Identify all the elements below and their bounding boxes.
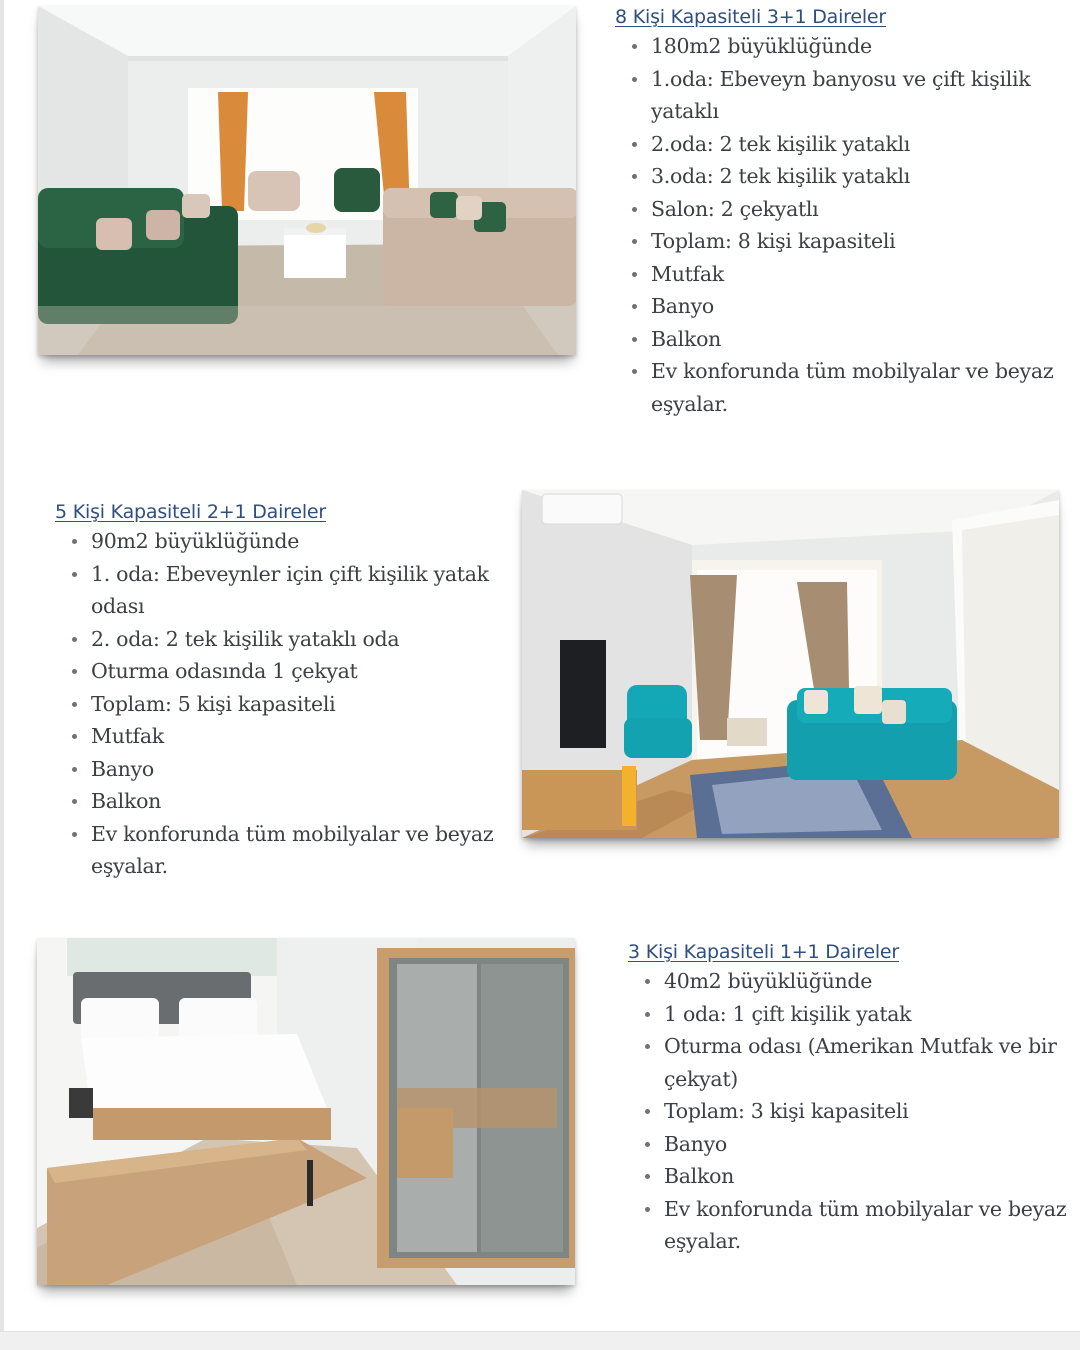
- living-room-photo: [38, 6, 576, 355]
- feature-capacity: Toplam: 3 kişi kapasiteli: [664, 1095, 1078, 1128]
- feature-capacity: Toplam: 5 kişi kapasiteli: [91, 688, 510, 721]
- page-edge: [0, 0, 4, 1350]
- feature-room-3: 3.oda: 2 tek kişilik yataklı: [651, 160, 1055, 193]
- feature-bathroom: Banyo: [651, 290, 1055, 323]
- feature-salon: Salon: 2 çekyatlı: [651, 193, 1055, 226]
- feature-bathroom: Banyo: [91, 753, 510, 786]
- apartment-1-plus-1-title[interactable]: 3 Kişi Kapasiteli 1+1 Daireler: [628, 941, 900, 963]
- feature-furniture: Ev konforunda tüm mobilyalar ve beyaz eşyalar.: [91, 818, 510, 883]
- apartment-2-plus-1-features: [55, 525, 510, 883]
- apartment-3-plus-1-details: [615, 6, 1055, 420]
- apartment-1-plus-1-features: [628, 965, 1078, 1258]
- feature-room-2: 2.oda: 2 tek kişilik yataklı: [651, 128, 1055, 161]
- apartment-2-plus-1-details: [55, 501, 510, 883]
- feature-room-1: 1. oda: Ebeveynler için çift kişilik yatak odası: [91, 558, 510, 623]
- feature-size: 90m2 büyüklüğünde: [91, 525, 510, 558]
- feature-kitchen: Mutfak: [651, 258, 1055, 291]
- feature-size: 180m2 büyüklüğünde: [651, 30, 1055, 63]
- feature-capacity: Toplam: 8 kişi kapasiteli: [651, 225, 1055, 258]
- feature-balcony: Balkon: [664, 1160, 1078, 1193]
- feature-balcony: Balkon: [651, 323, 1055, 356]
- apartment-3-plus-1-features: [615, 30, 1055, 420]
- feature-furniture: Ev konforunda tüm mobilyalar ve beyaz eşyalar.: [664, 1193, 1078, 1258]
- page-footer-strip: [0, 1331, 1080, 1350]
- feature-kitchen: Mutfak: [91, 720, 510, 753]
- feature-room-2: 2. oda: 2 tek kişilik yataklı oda: [91, 623, 510, 656]
- apartment-3-plus-1-title[interactable]: 8 Kişi Kapasiteli 3+1 Daireler: [615, 6, 887, 28]
- bedroom-photo: [37, 938, 575, 1285]
- turquoise-living-room-photo: [522, 490, 1059, 838]
- feature-room-1: 1 oda: 1 çift kişilik yatak: [664, 998, 1078, 1031]
- feature-living-room: Oturma odasında 1 çekyat: [91, 655, 510, 688]
- apartment-2-plus-1-title[interactable]: 5 Kişi Kapasiteli 2+1 Daireler: [55, 501, 327, 523]
- feature-furniture: Ev konforunda tüm mobilyalar ve beyaz eşyalar.: [651, 355, 1055, 420]
- feature-bathroom: Banyo: [664, 1128, 1078, 1161]
- feature-room-1: 1.oda: Ebeveyn banyosu ve çift kişilik yataklı: [651, 63, 1055, 128]
- feature-living-room: Oturma odası (Amerikan Mutfak ve bir çekyat): [664, 1030, 1078, 1095]
- feature-size: 40m2 büyüklüğünde: [664, 965, 1078, 998]
- apartment-1-plus-1-details: [628, 941, 1078, 1258]
- feature-balcony: Balkon: [91, 785, 510, 818]
